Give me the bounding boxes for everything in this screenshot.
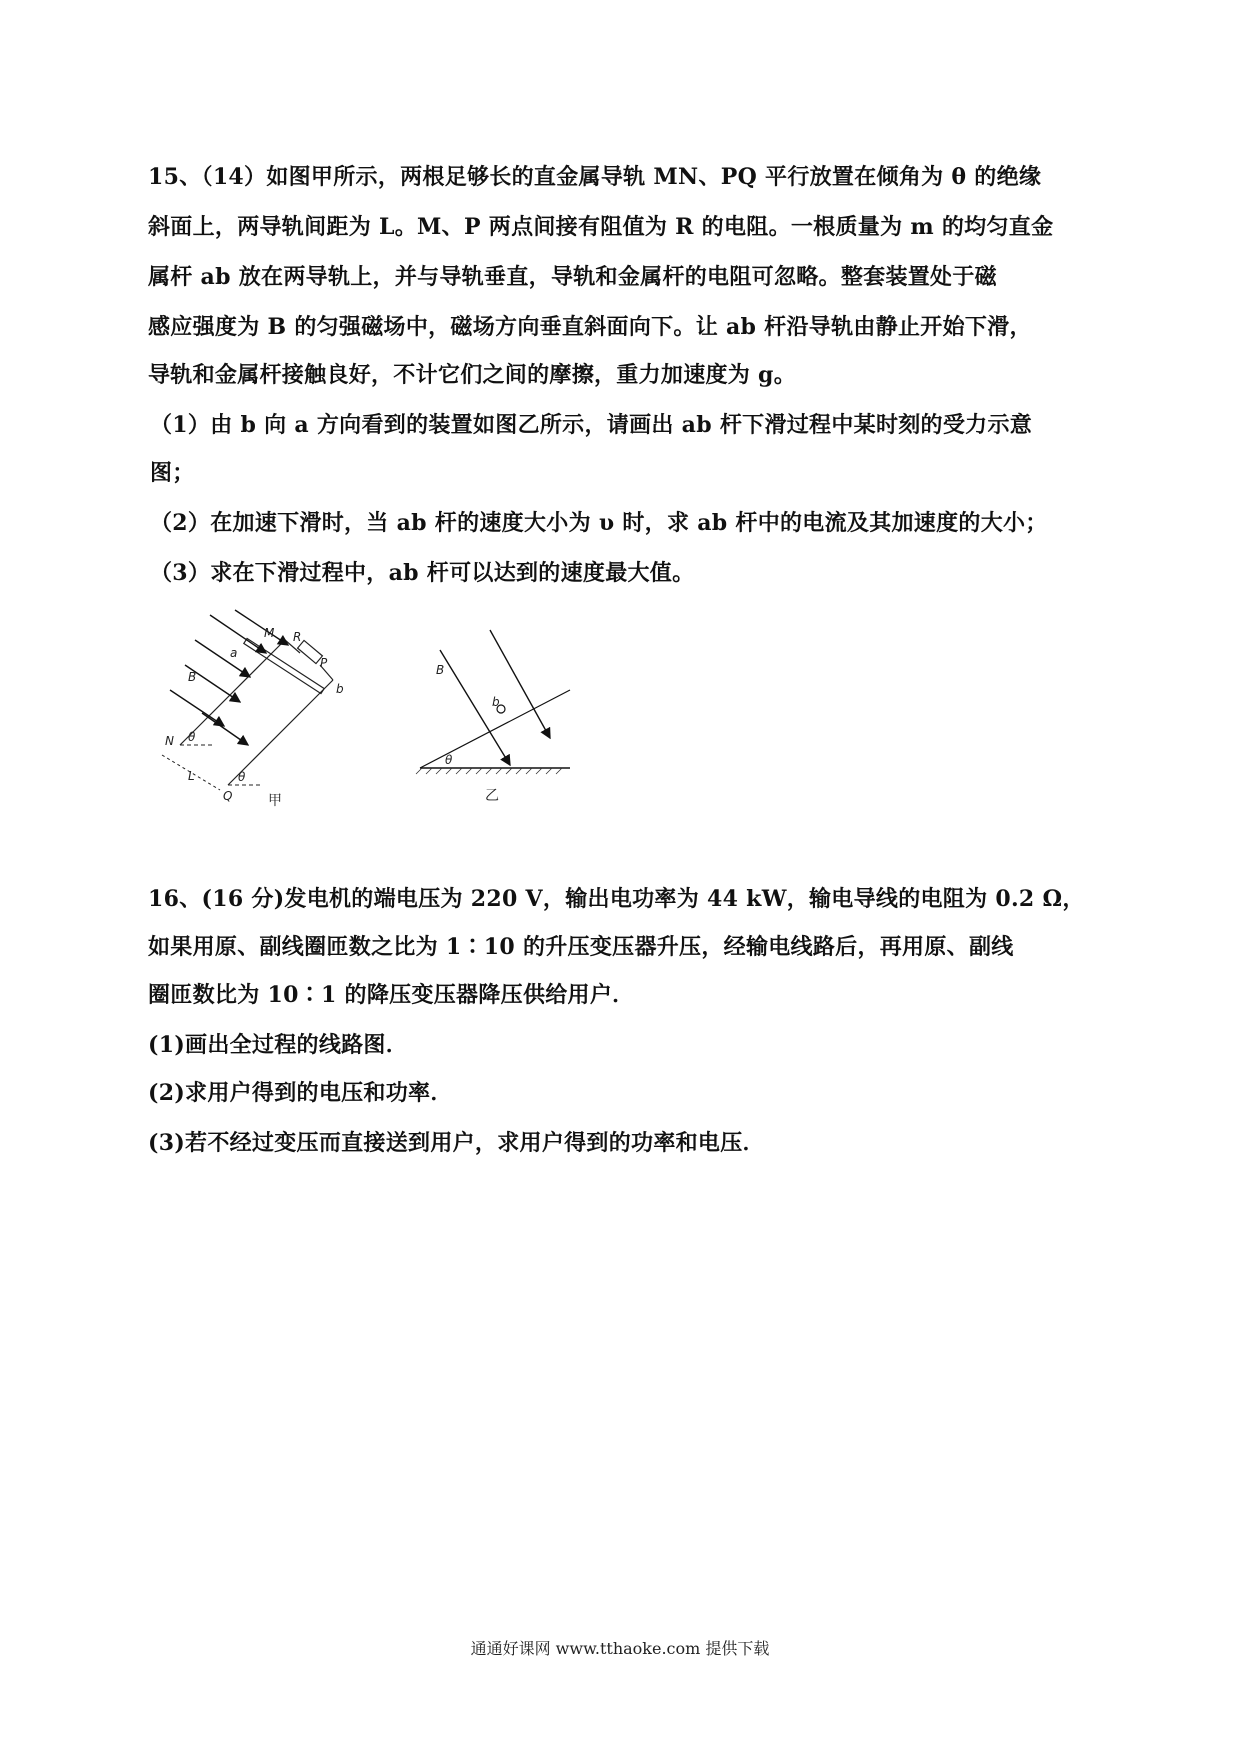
q15-line-1: 15、（14）如图甲所示，两根足够长的直金属导轨 MN、PQ 平行放置在倾角为 θ 的绝缘 <box>148 164 1042 190</box>
label-r: R <box>293 630 302 644</box>
q16-line-2: 如果用原、副线圈匝数之比为 1∶10 的升压变压器升压，经输电线路后，再用原、副线 <box>148 934 1014 960</box>
q15-line-4: 感应强度为 B 的匀强磁场中，磁场方向垂直斜面向下。让 ab 杆沿导轨由静止开始下滑， <box>148 314 1032 340</box>
label-q: Q <box>223 789 233 803</box>
figure-yi <box>410 620 600 810</box>
q16-sub3: (3)若不经过变压而直接送到用户，求用户得到的功率和电压． <box>148 1130 765 1156</box>
q16-sub2: (2)求用户得到的电压和功率． <box>148 1080 453 1106</box>
caption-yi: 乙 <box>485 788 499 804</box>
q15-line-3: 属杆 ab 放在两导轨上，并与导轨垂直，导轨和金属杆的电阻可忽略。整套装置处于磁 <box>148 264 997 290</box>
footer: 通通好课网 www.tthaoke.com 提供下载 <box>470 1639 770 1658</box>
label-a: a <box>230 646 238 660</box>
q15-sub2: （2）在加速下滑时，当 ab 杆的速度大小为 υ 时，求 ab 杆中的电流及其加速度的大小； <box>150 510 1048 536</box>
caption-jia: 甲 <box>268 793 282 809</box>
label-b-yi: b <box>492 695 500 709</box>
label-field-b-yi: B <box>436 663 445 677</box>
label-theta-1: θ <box>188 730 196 744</box>
label-p: P <box>320 656 328 670</box>
q16-line-3: 圈匝数比为 10∶1 的降压变压器降压供给用户． <box>148 982 635 1008</box>
q15-sub1-line-1: （1）由 b 向 a 方向看到的装置如图乙所示，请画出 ab 杆下滑过程中某时刻的受力示意 <box>150 412 1033 438</box>
figure-jia <box>140 595 400 815</box>
label-l: L <box>188 769 195 783</box>
label-field-b: B <box>188 670 197 684</box>
q15-sub3: （3）求在下滑过程中，ab 杆可以达到的速度最大值。 <box>150 560 695 586</box>
q15-line-5: 导轨和金属杆接触良好，不计它们之间的摩擦，重力加速度为 g。 <box>148 362 797 388</box>
label-m: M <box>264 626 275 640</box>
label-n: N <box>165 734 174 748</box>
q15-line-2: 斜面上，两导轨间距为 L。M、P 两点间接有阻值为 R 的电阻。一根质量为 m 的均匀直金 <box>148 214 1054 240</box>
label-theta-yi: θ <box>445 753 453 767</box>
q16-line-1: 16、(16 分)发电机的端电压为 220 V，输出电功率为 44 kW，输电导线的电阻为 0.2 Ω， <box>148 886 1085 912</box>
label-theta-2: θ <box>238 770 246 784</box>
q15-sub1-line-2: 图； <box>150 460 195 486</box>
q16-sub1: (1)画出全过程的线路图． <box>148 1032 409 1058</box>
label-b: b <box>336 682 344 696</box>
